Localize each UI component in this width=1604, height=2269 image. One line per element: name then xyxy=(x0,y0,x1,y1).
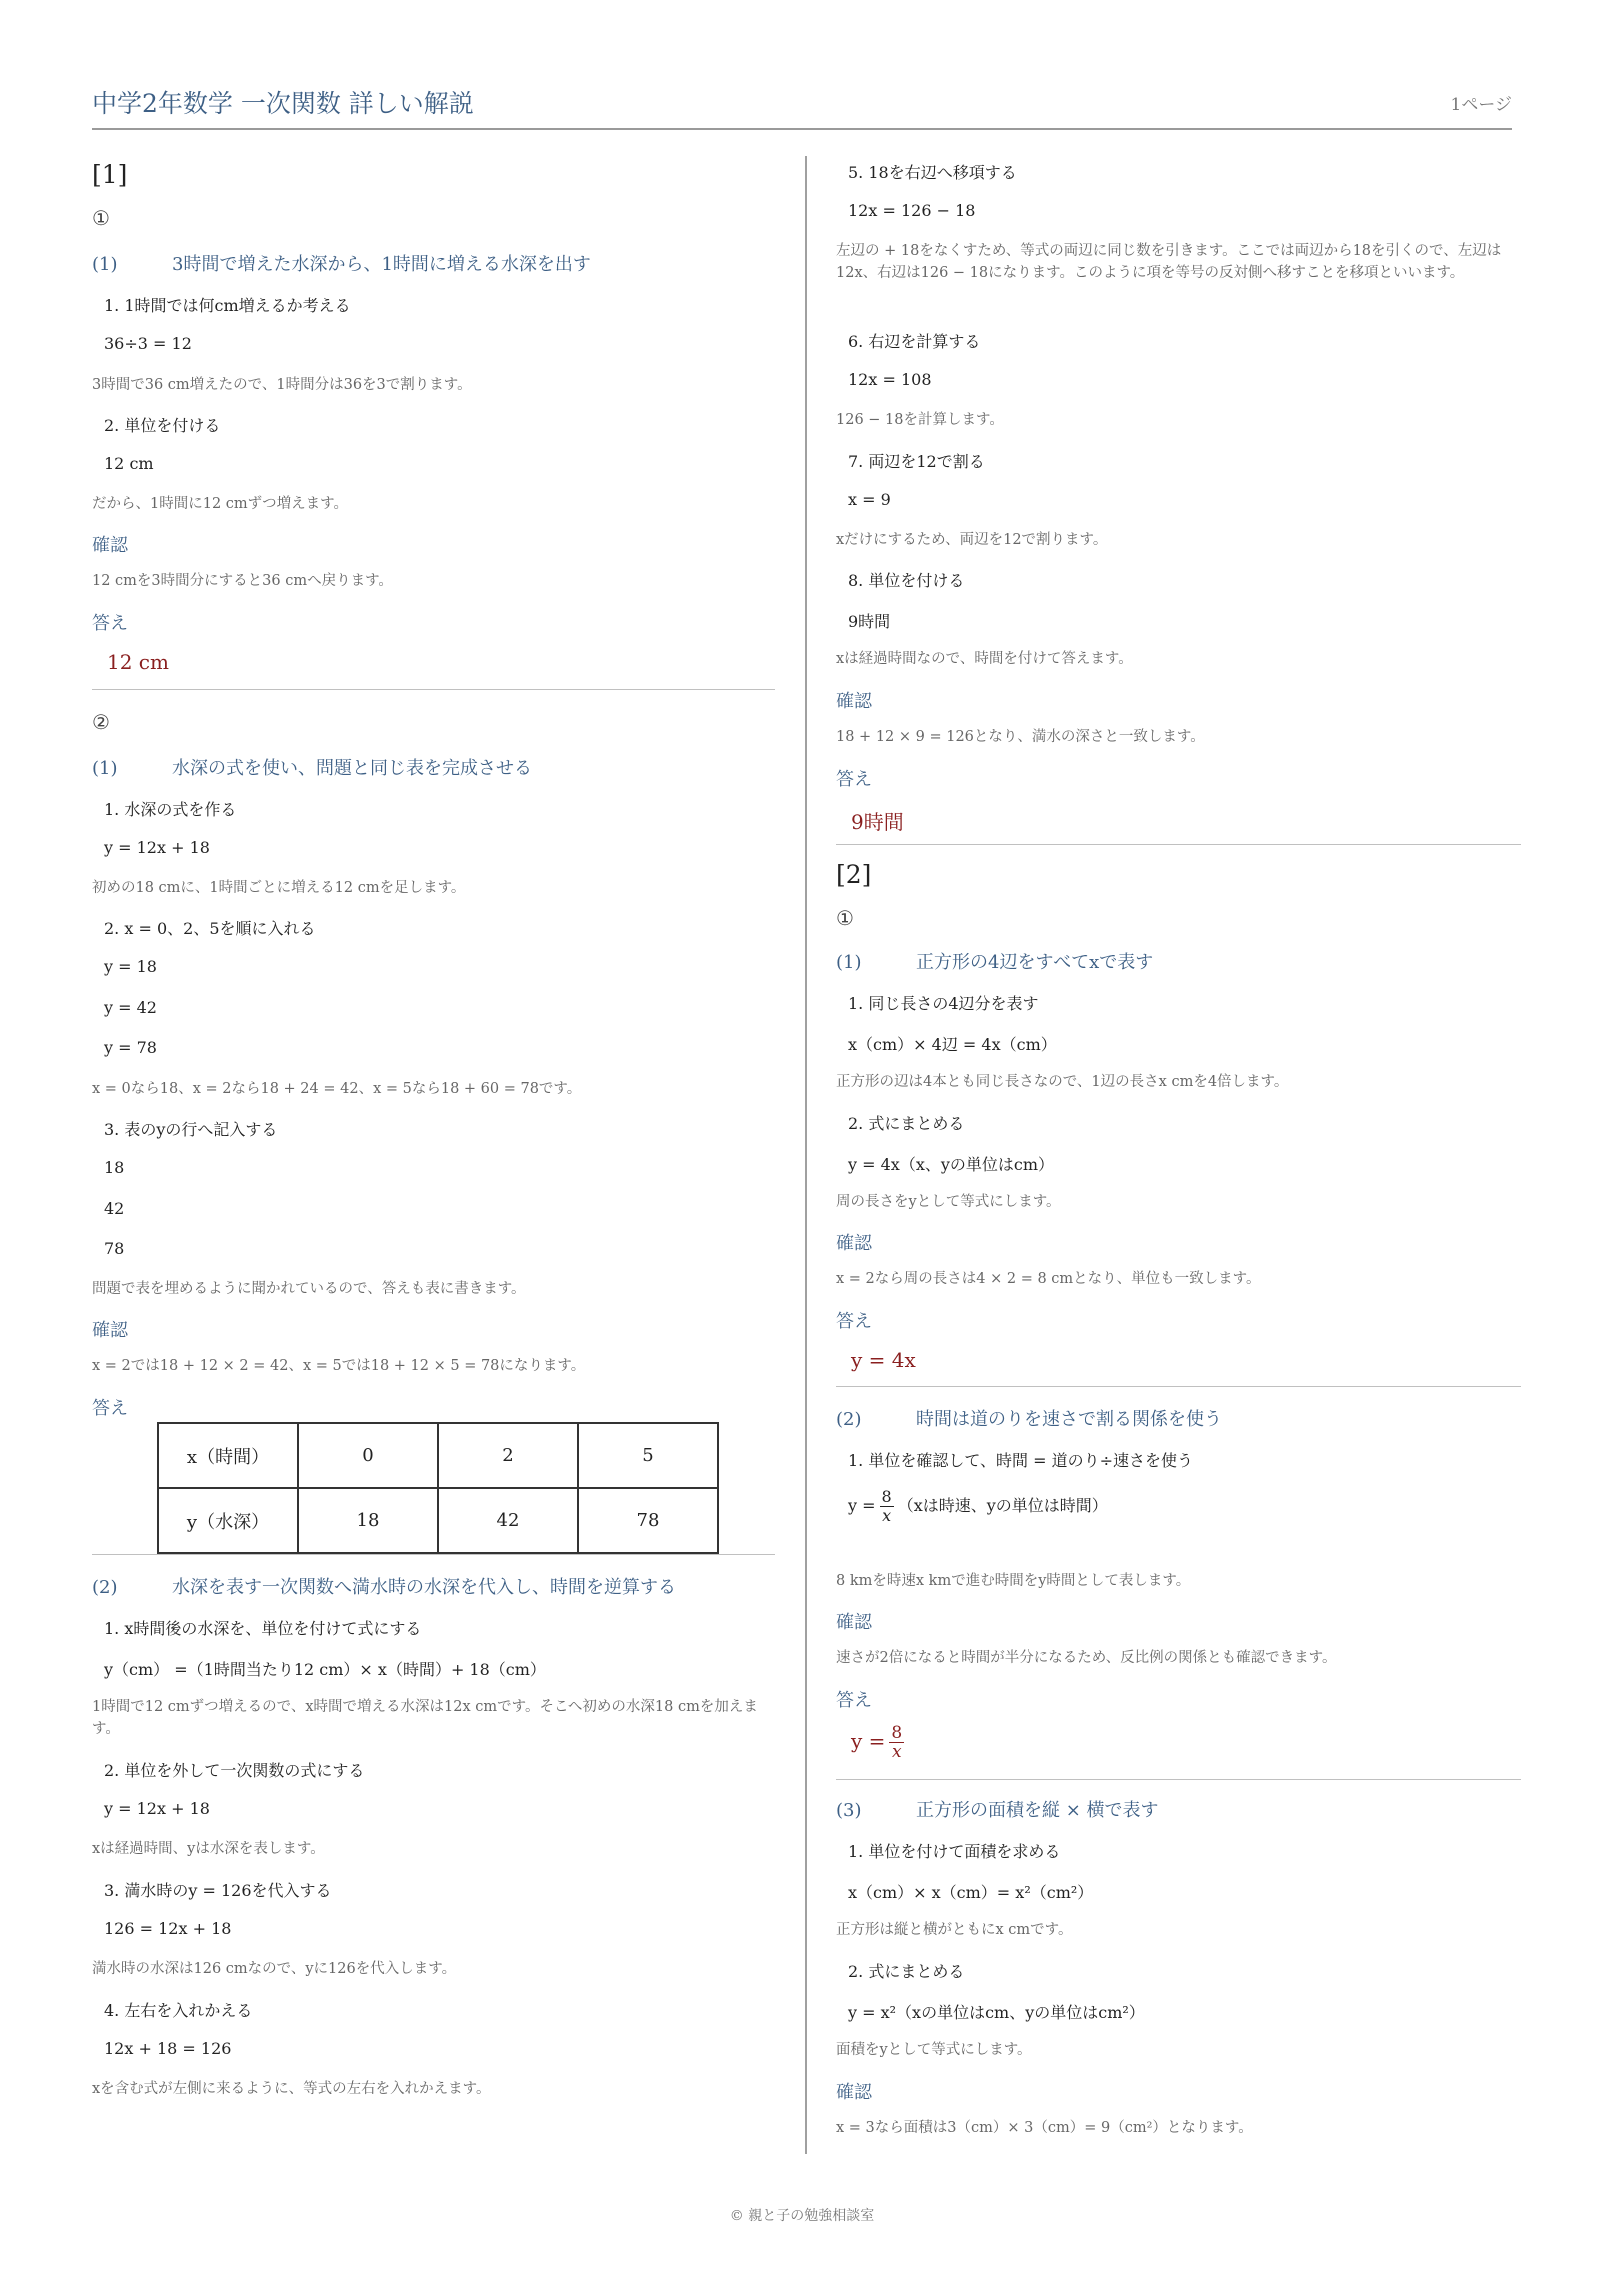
answer-heading: 答え xyxy=(92,1398,128,1419)
subquestion-title: 水深を表す一次関数へ満水時の水深を代入し、時間を逆算する xyxy=(172,1577,676,1598)
answer-heading: 答え xyxy=(836,1311,872,1332)
subquestion-heading xyxy=(92,250,591,276)
step-label: 4. 左右を入れかえる xyxy=(104,2001,253,2020)
column-divider xyxy=(805,156,807,2154)
section-heading: [2] xyxy=(836,860,872,889)
equation-lhs: y = xyxy=(848,1496,876,1515)
equation: y = 12x + 18 xyxy=(104,838,210,857)
fraction-denominator: x xyxy=(892,1742,902,1762)
answer-value: 9時間 xyxy=(851,810,904,834)
confirm-note: 12 cmを3時間分にすると36 cmへ戻ります。 xyxy=(92,573,393,589)
equation: x（cm）× 4辺 = 4x（cm） xyxy=(848,1035,1057,1054)
explanation-note: 問題で表を埋めるように聞かれているので、答えも表に書きます。 xyxy=(92,1281,526,1297)
answer-heading: 答え xyxy=(836,1690,872,1711)
equation: 9時間 xyxy=(848,612,891,631)
confirm-heading: 確認 xyxy=(92,1320,128,1341)
equation: y（cm） =（1時間当たり12 cm）× x（時間）+ 18（cm） xyxy=(104,1660,546,1679)
fraction-equation xyxy=(836,1488,1108,1525)
step-label: 6. 右辺を計算する xyxy=(848,332,981,351)
answer-value: 12 cm xyxy=(107,650,169,674)
confirm-note: x = 3なら面積は3（cm）× 3（cm）= 9（cm²）となります。 xyxy=(836,2120,1253,2136)
explanation-note: 左辺の + 18をなくすため、等式の両辺に同じ数を引きます。ここでは両辺から18を引くので、左辺は12x、右辺は126 − 18になります。このように項を等号の反対側へ移すことを移項といいます。 xyxy=(836,243,1502,281)
table-cell: x（時間） xyxy=(158,1423,298,1488)
explanation-note: だから、1時間に12 cmずつ増えます。 xyxy=(92,496,348,512)
table-cell: 0 xyxy=(298,1423,438,1488)
equation: y = 78 xyxy=(104,1038,157,1057)
step-label: 1. 単位を付けて面積を求める xyxy=(848,1842,1061,1861)
subquestion-title: 正方形の4辺をすべてxで表す xyxy=(916,952,1154,973)
footer-copyright: © 親と子の勉強相談室 xyxy=(729,2208,875,2224)
explanation-note: 1時間で12 cmずつ増えるので、x時間で増える水深は12x cmです。そこへ初めの水深18 cmを加えます。 xyxy=(92,1699,758,1737)
separator xyxy=(92,1554,775,1555)
equation: y = x²（xの単位はcm、yの単位はcm²） xyxy=(848,2003,1145,2022)
equation: y = 18 xyxy=(104,957,157,976)
explanation-note: 初めの18 cmに、1時間ごとに増える12 cmを足します。 xyxy=(92,880,466,896)
step-label: 5. 18を右辺へ移項する xyxy=(848,163,1017,182)
subquestion-number: (1) xyxy=(836,952,862,973)
explanation-note: 周の長さをyとして等式にします。 xyxy=(836,1194,1061,1210)
equation: 12x = 126 − 18 xyxy=(848,201,976,220)
table-cell: 42 xyxy=(438,1488,578,1553)
step-label: 2. 単位を外して一次関数の式にする xyxy=(104,1761,365,1780)
page-header xyxy=(92,78,1512,130)
explanation-note: 正方形の辺は4本とも同じ長さなので、1辺の長さx cmを4倍します。 xyxy=(836,1074,1289,1090)
subquestion-title: 時間は道のりを速さで割る関係を使う xyxy=(916,1409,1222,1430)
page-number: 1ページ xyxy=(1450,95,1512,115)
subquestion-heading xyxy=(92,1573,676,1599)
confirm-heading: 確認 xyxy=(836,1612,872,1633)
answer-heading: 答え xyxy=(836,769,872,790)
equation: y = 42 xyxy=(104,998,157,1017)
confirm-note: 速さが2倍になると時間が半分になるため、反比例の関係とも確認できます。 xyxy=(836,1650,1337,1666)
explanation-note: xだけにするため、両辺を12で割ります。 xyxy=(836,532,1108,548)
problem-number: ① xyxy=(836,906,854,930)
step-label: 1. 1時間では何cm増えるか考える xyxy=(104,296,351,315)
answer-fraction xyxy=(836,1724,908,1761)
confirm-note: 18 + 12 × 9 = 126となり、満水の深さと一致します。 xyxy=(836,729,1205,745)
confirm-note: x = 2なら周の長さは4 × 2 = 8 cmとなり、単位も一致します。 xyxy=(836,1271,1261,1287)
subquestion-title: 正方形の面積を縦 × 横で表す xyxy=(916,1800,1159,1821)
confirm-heading: 確認 xyxy=(92,535,128,556)
explanation-note: xを含む式が左側に来るように、等式の左右を入れかえます。 xyxy=(92,2081,491,2097)
equation: 12 cm xyxy=(104,454,154,473)
equation: 12x = 108 xyxy=(848,370,932,389)
explanation-note: 8 kmを時速x kmで進む時間をy時間として表します。 xyxy=(836,1573,1191,1589)
confirm-note: x = 2では18 + 12 × 2 = 42、x = 5では18 + 12 × 5 = 78になります。 xyxy=(92,1358,586,1374)
equation: x（cm）× x（cm）= x²（cm²） xyxy=(848,1883,1094,1902)
equation-remark: （xは時速、yの単位は時間） xyxy=(897,1496,1108,1515)
fraction xyxy=(889,1724,904,1761)
table-row xyxy=(158,1488,718,1553)
step-label: 1. 水深の式を作る xyxy=(104,800,237,819)
table-cell: 2 xyxy=(438,1423,578,1488)
equation: 36÷3 = 12 xyxy=(104,334,192,353)
equation: y = 4x（x、yの単位はcm） xyxy=(848,1155,1055,1174)
explanation-note: 面積をyとして等式にします。 xyxy=(836,2042,1032,2058)
equation: 12x + 18 = 126 xyxy=(104,2039,232,2058)
table-row xyxy=(158,1423,718,1488)
problem-number: ① xyxy=(92,206,110,230)
equation: 18 xyxy=(104,1158,125,1177)
step-label: 1. x時間後の水深を、単位を付けて式にする xyxy=(104,1619,422,1638)
table-cell: 78 xyxy=(578,1488,718,1553)
subquestion-number: (1) xyxy=(92,254,118,275)
step-label: 1. 同じ長さの4辺分を表す xyxy=(848,994,1039,1013)
equation: y = 12x + 18 xyxy=(104,1799,210,1818)
separator xyxy=(836,844,1521,845)
confirm-heading: 確認 xyxy=(836,691,872,712)
subquestion-number: (2) xyxy=(92,1577,118,1598)
explanation-note: 正方形は縦と横がともにx cmです。 xyxy=(836,1922,1073,1938)
table-cell: y（水深） xyxy=(158,1488,298,1553)
step-label: 3. 表のyの行へ記入する xyxy=(104,1120,278,1139)
fraction-denominator: x xyxy=(882,1506,892,1525)
document-title: 中学2年数学 一次関数 詳しい解説 xyxy=(92,89,474,118)
answer-value: y = 4x xyxy=(851,1348,916,1372)
subquestion-title: 水深の式を使い、問題と同じ表を完成させる xyxy=(172,758,532,779)
step-label: 7. 両辺を12で割る xyxy=(848,452,985,471)
explanation-note: xは経過時間なので、時間を付けて答えます。 xyxy=(836,651,1133,667)
subquestion-number: (2) xyxy=(836,1409,862,1430)
explanation-note: 満水時の水深は126 cmなので、yに126を代入します。 xyxy=(92,1961,457,1977)
fraction xyxy=(880,1488,894,1525)
answer-table xyxy=(157,1422,719,1554)
step-label: 3. 満水時のy = 126を代入する xyxy=(104,1881,332,1900)
explanation-note: 3時間で36 cm増えたので、1時間分は36を3で割ります。 xyxy=(92,377,472,393)
subquestion-number: (3) xyxy=(836,1800,862,1821)
section-heading: [1] xyxy=(92,160,128,189)
subquestion-number: (1) xyxy=(92,758,118,779)
table-cell: 5 xyxy=(578,1423,718,1488)
step-label: 2. 式にまとめる xyxy=(848,1962,965,1981)
step-label: 1. 単位を確認して、時間 = 道のり÷速さを使う xyxy=(848,1451,1194,1470)
step-label: 8. 単位を付ける xyxy=(848,571,965,590)
confirm-heading: 確認 xyxy=(836,1233,872,1254)
fraction-numerator: 8 xyxy=(881,1487,892,1506)
explanation-note: 126 − 18を計算します。 xyxy=(836,412,1004,428)
subquestion-heading xyxy=(92,754,532,780)
equation: 78 xyxy=(104,1239,125,1258)
problem-number: ② xyxy=(92,710,110,734)
equation: 126 = 12x + 18 xyxy=(104,1919,232,1938)
subquestion-heading xyxy=(836,948,1153,974)
answer-heading: 答え xyxy=(92,613,128,634)
step-label: 2. x = 0、2、5を順に入れる xyxy=(104,919,316,938)
subquestion-heading xyxy=(836,1796,1159,1822)
separator xyxy=(836,1386,1521,1387)
equation: x = 9 xyxy=(848,490,891,509)
step-label: 2. 単位を付ける xyxy=(104,416,221,435)
fraction-numerator: 8 xyxy=(891,1723,903,1743)
step-label: 2. 式にまとめる xyxy=(848,1114,965,1133)
equation: 42 xyxy=(104,1199,125,1218)
explanation-note: xは経過時間、yは水深を表します。 xyxy=(92,1841,325,1857)
separator xyxy=(836,1779,1521,1780)
subquestion-title: 3時間で増えた水深から、1時間に増える水深を出す xyxy=(172,254,591,275)
explanation-note: x = 0なら18、x = 2なら18 + 24 = 42、x = 5なら18 + 60 = 78です。 xyxy=(92,1081,582,1097)
confirm-heading: 確認 xyxy=(836,2082,872,2103)
answer-lhs: y = xyxy=(851,1729,886,1753)
separator xyxy=(92,689,775,690)
subquestion-heading xyxy=(836,1405,1222,1431)
table-cell: 18 xyxy=(298,1488,438,1553)
